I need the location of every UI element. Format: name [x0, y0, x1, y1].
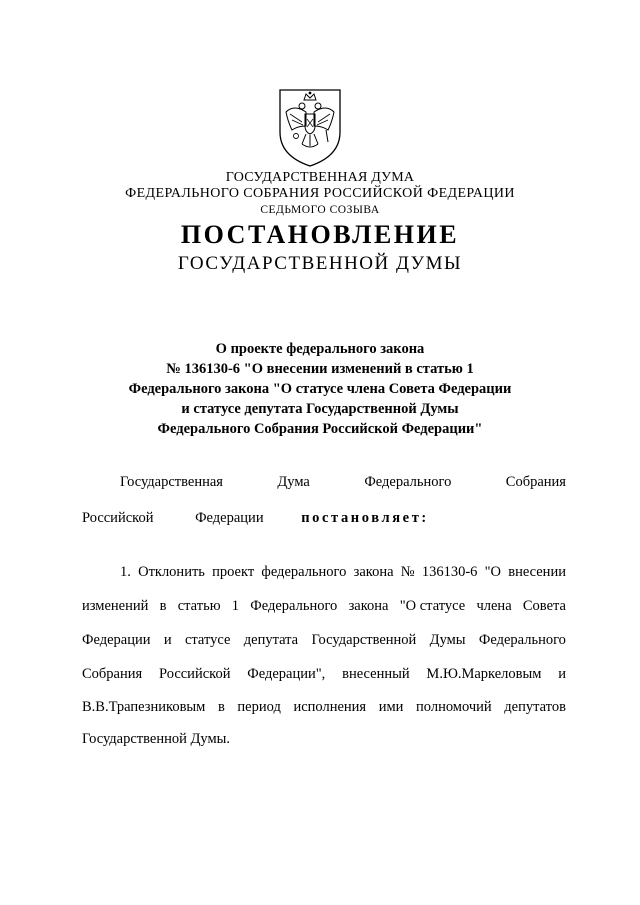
- word: Российской: [159, 666, 231, 682]
- word: №: [400, 564, 415, 580]
- preamble-line-1: [120, 474, 566, 491]
- word: статусе: [184, 632, 231, 648]
- paragraph-line: [82, 666, 566, 683]
- word: Думы: [429, 632, 466, 648]
- preamble-word: Российской: [82, 510, 154, 526]
- word: Федерации",: [247, 666, 326, 682]
- word: Федерального: [478, 632, 566, 648]
- word: период: [237, 699, 281, 715]
- word: 1.: [120, 564, 131, 580]
- word: проект: [212, 564, 255, 580]
- paragraph-line: [82, 699, 566, 716]
- word: федерального: [261, 564, 347, 580]
- org-line-1: ГОСУДАРСТВЕННАЯ ДУМА: [225, 170, 415, 185]
- word: закона: [353, 564, 394, 580]
- subject-line: № 136130-6 "О внесении изменений в статью 1: [166, 361, 474, 377]
- paragraph-line: [82, 632, 566, 649]
- word: 136130-6: [421, 564, 478, 580]
- word: закона: [348, 598, 389, 614]
- word: статью: [177, 598, 221, 614]
- preamble-word: Федерации: [195, 510, 264, 526]
- word: М.Ю.Маркеловым: [426, 666, 542, 682]
- convocation-line: СЕДЬМОГО СОЗЫВА: [260, 204, 380, 216]
- word: изменений: [82, 598, 149, 614]
- word: полномочий: [416, 699, 492, 715]
- paragraph-line: [82, 598, 566, 615]
- word: и: [558, 666, 566, 682]
- document-type-title: ПОСТАНОВЛЕНИЕ: [180, 220, 460, 249]
- word: "О статусе: [399, 598, 466, 614]
- paragraph-line: [82, 731, 230, 748]
- preamble-word: Государственная: [120, 474, 223, 490]
- word: и: [163, 632, 172, 648]
- subject-line: О проекте федерального закона: [215, 341, 425, 357]
- word: В.В.Трапезниковым: [82, 699, 206, 715]
- word: Собрания: [82, 666, 143, 682]
- word: депутатов: [504, 699, 566, 715]
- org-line-2: ФЕДЕРАЛЬНОГО СОБРАНИЯ РОССИЙСКОЙ ФЕДЕРАЦИИ: [125, 186, 515, 201]
- decides-word: постановляет:: [301, 510, 429, 526]
- preamble-word: Собрания: [505, 474, 566, 490]
- word: члена: [476, 598, 512, 614]
- word: внесении: [508, 564, 566, 580]
- coat-of-arms-emblem: [266, 86, 354, 170]
- word: Государственной: [311, 632, 417, 648]
- document-issuer-title: ГОСУДАРСТВЕННОЙ ДУМЫ: [177, 253, 463, 274]
- paragraph-line: [120, 564, 566, 581]
- word: в: [217, 699, 225, 715]
- word: Совета: [522, 598, 566, 614]
- word: внесенный: [342, 666, 410, 682]
- preamble-word: Дума: [277, 474, 310, 490]
- word: в: [159, 598, 167, 614]
- subject-block: [0, 339, 640, 439]
- word: "О: [484, 564, 502, 580]
- word: Федерального: [250, 598, 338, 614]
- word: Отклонить: [138, 564, 205, 580]
- word: Федерации: [82, 632, 151, 648]
- preamble-word: Федерального: [364, 474, 452, 490]
- preamble-line-2: [82, 510, 429, 527]
- subject-line: Федерального Собрания Российской Федерации": [157, 421, 483, 437]
- word: исполнения: [293, 699, 367, 715]
- word: 1: [231, 598, 240, 614]
- word: ими: [378, 699, 404, 715]
- subject-line: и статусе депутата Государственной Думы: [181, 401, 459, 417]
- word: Государственной Думы.: [82, 731, 230, 747]
- word: депутата: [243, 632, 299, 648]
- subject-line: Федерального закона "О статусе члена Совета Федерации: [128, 381, 512, 397]
